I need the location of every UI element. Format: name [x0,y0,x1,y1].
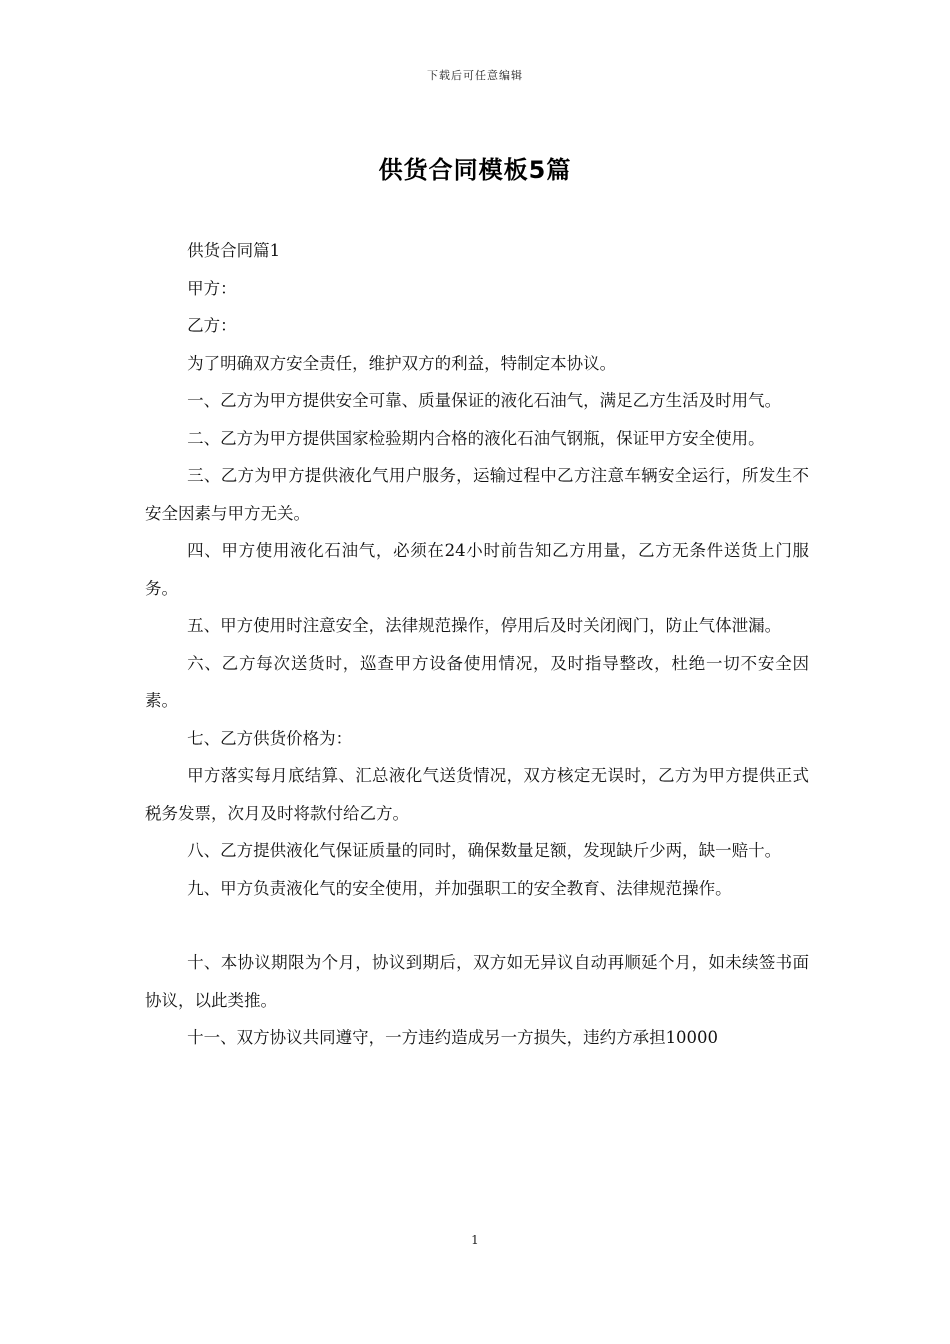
clause-2: 二、乙方为甲方提供国家检验期内合格的液化石油气钢瓶，保证甲方安全使用。 [187,428,765,448]
header-note: 下载后可任意编辑 [427,69,523,82]
clause-8: 八、乙方提供液化气保证质量的同时，确保数量足额，发现缺斤少两，缺一赔十。 [187,841,782,860]
party-b-line: 乙方： [187,316,237,335]
clause-7-detail: 甲方落实每月底结算、汇总液化气送货情况，双方核定无误时，乙方为甲方提供正式税务发票，次月及时将款付给乙方。 [145,766,809,823]
clause-10: 十、本协议期限为个月，协议到期后，双方如无异议自动再顺延个月，如未续签书面协议，以此类推。 [145,953,809,1010]
paragraph-gap [145,907,809,944]
section-heading: 供货合同篇1 [187,241,281,260]
clause-5: 五、甲方使用时注意安全，法律规范操作，停用后及时关闭阀门，防止气体泄漏。 [187,616,782,635]
clause-6: 六、乙方每次送货时，巡查甲方设备使用情况，及时指导整改，杜绝一切不安全因素。 [145,653,809,710]
clause-4: 四、甲方使用液化石油气，必须在24小时前告知乙方用量，乙方无条件送货上门服务。 [145,541,809,598]
clause-11: 十一、双方协议共同遵守，一方违约造成另一方损失，违约方承担10000 [187,1028,719,1047]
clause-3: 三、乙方为甲方提供液化气用户服务，运输过程中乙方注意车辆安全运行，所发生不安全因素与甲方无关。 [145,466,809,523]
clause-1: 一、乙方为甲方提供安全可靠、质量保证的液化石油气，满足乙方生活及时用气。 [187,391,782,410]
clause-9: 九、甲方负责液化气的安全使用，并加强职工的安全教育、法律规范操作。 [187,878,732,898]
page-number: 1 [471,1233,479,1247]
clause-7: 七、乙方供货价格为： [187,728,353,748]
document-body [145,232,809,1057]
party-a-line: 甲方： [187,278,237,298]
preamble-paragraph: 为了明确双方安全责任，维护双方的利益，特制定本协议。 [187,353,617,373]
document-title: 供货合同模板5篇 [378,156,572,184]
